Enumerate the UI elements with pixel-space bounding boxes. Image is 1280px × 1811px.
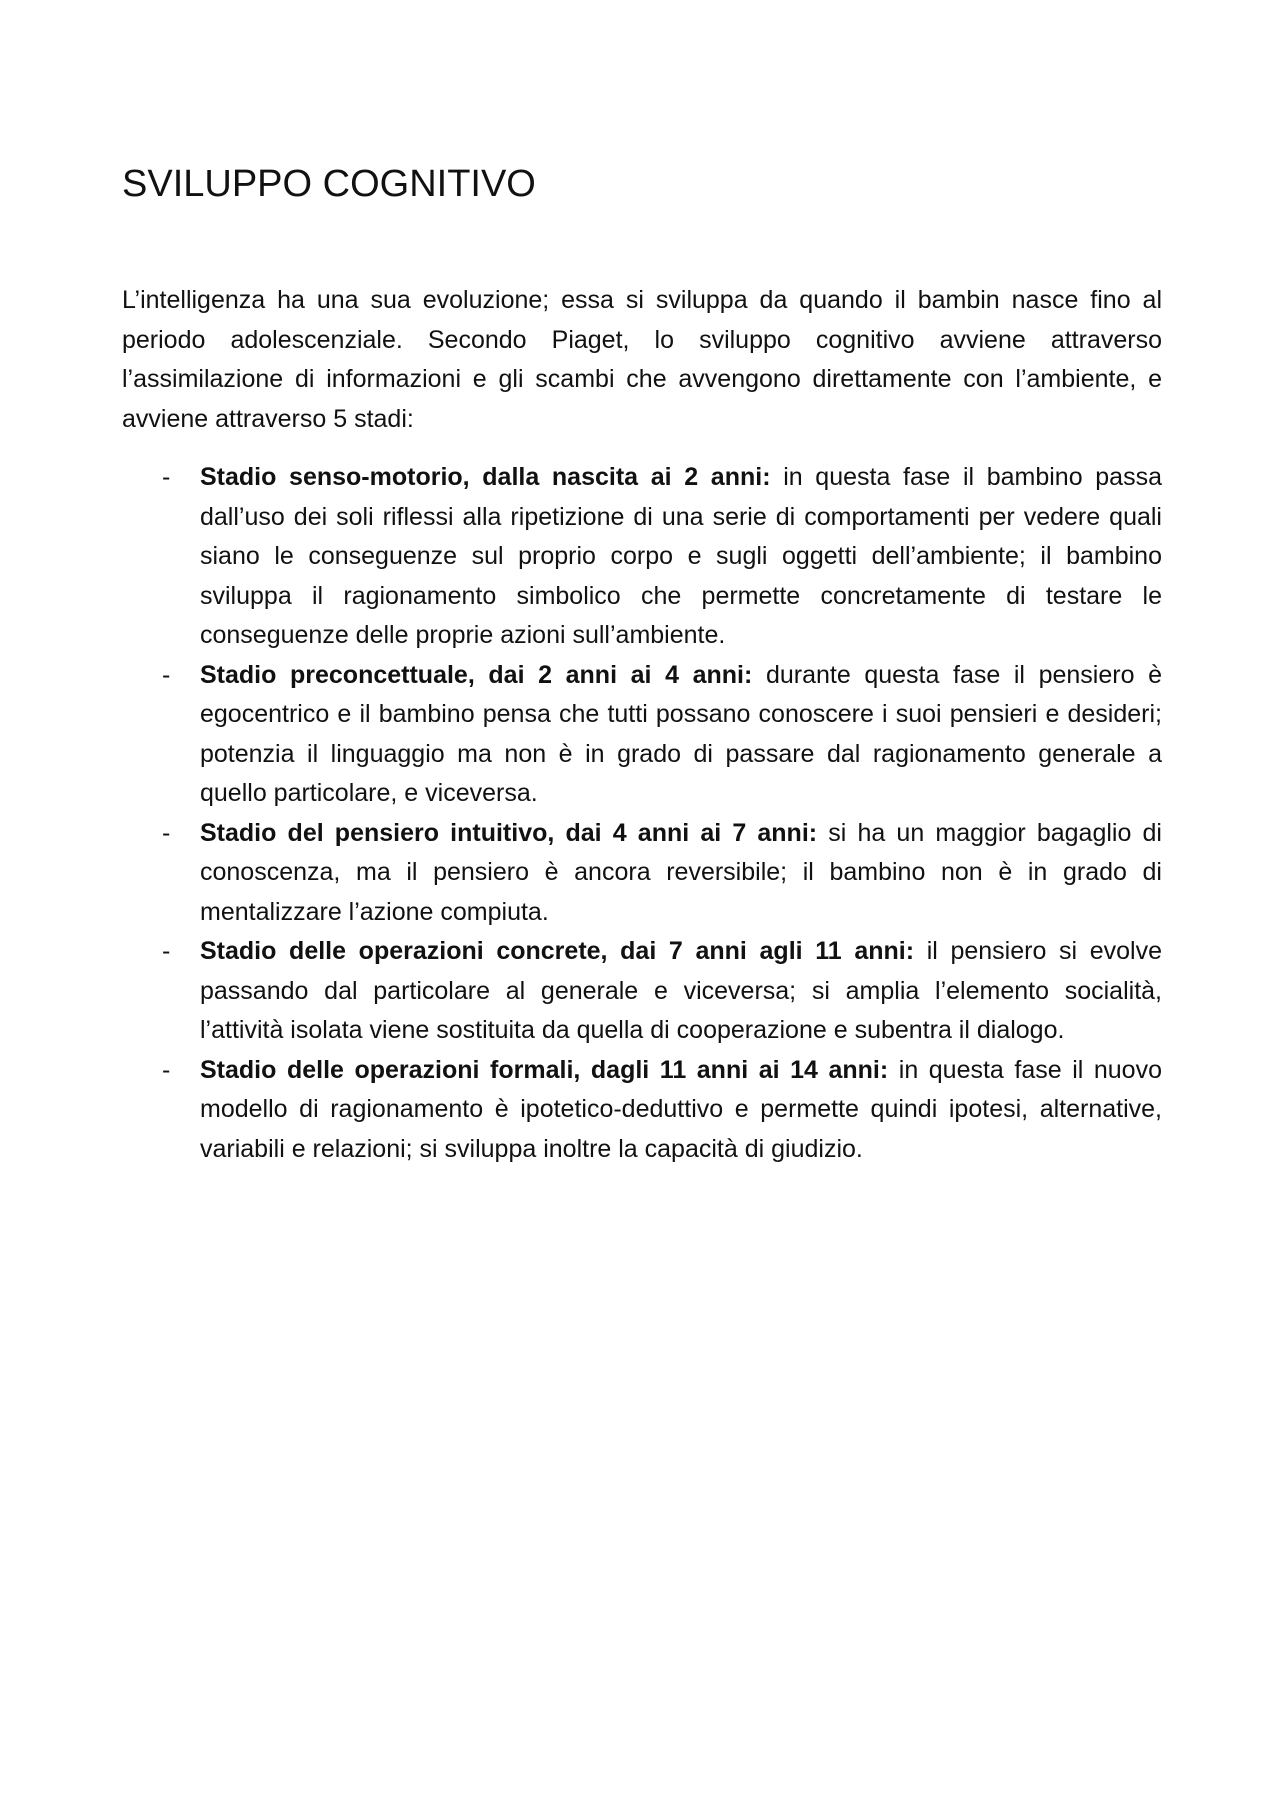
list-bullet: -: [162, 937, 171, 965]
list-bullet: -: [162, 1055, 171, 1084]
stages-list: [122, 458, 1162, 1169]
page-title: SVILUPPO COGNITIVO: [122, 163, 536, 205]
stage-description: in questa fase il nuovo modello di ragionamento è ipotetico-deduttivo e permette quindi ipotesi, alternative, variabili e relazioni; si sviluppa inoltre la capacità di giudizio.: [200, 1055, 1162, 1163]
stage-heading: Stadio preconcettuale, dai 2 anni ai 4 anni:: [200, 660, 766, 689]
list-item-stage-4: [122, 932, 1162, 1051]
list-item-stage-1: [122, 458, 1162, 656]
list-bullet: -: [162, 660, 171, 689]
list-item-stage-3: [122, 814, 1162, 933]
list-bullet: -: [162, 463, 171, 491]
stage-description: durante questa fase il pensiero è egocentrico e il bambino pensa che tutti possano conoscere i suoi pensieri e desideri; potenzia il linguaggio ma non è in grado di passare dal ragionamento generale a quello particolare, e viceversa.: [200, 660, 1162, 807]
intro-paragraph: L’intelligenza ha una sua evoluzione; essa si sviluppa da quando il bambin nasce fino al periodo adolescenziale. Secondo Piaget, lo sviluppo cognitivo avviene attraverso l’assimilazione di informazioni e gli scambi che avvengono direttamente con l’ambiente, e avviene attraverso 5 stadi:: [122, 286, 1162, 433]
list-item-stage-2: [122, 656, 1162, 814]
stage-heading: Stadio del pensiero intuitivo, dai 4 anni ai 7 anni:: [200, 818, 829, 847]
list-item-stage-5: [122, 1051, 1162, 1170]
stage-description: in questa fase il bambino passa dall’uso dei soli riflessi alla ripetizione di una serie di comportamenti per vedere quali siano le conseguenze sul proprio corpo e sugli oggetti dell’ambiente; il bambino sviluppa il ragionamento simbolico che permette concretamente di testare le conseguenze delle proprie azioni sull’ambiente.: [200, 463, 1162, 649]
list-bullet: -: [162, 818, 171, 847]
stage-heading: Stadio delle operazioni formali, dagli 11 anni ai 14 anni:: [200, 1055, 899, 1084]
stage-heading: Stadio senso-motorio, dalla nascita ai 2 anni:: [200, 463, 784, 491]
stage-description: il pensiero si evolve passando dal particolare al generale e viceversa; si amplia l’elemento socialità, l’attività isolata viene sostituita da quella di cooperazione e subentra il dialogo.: [200, 937, 1162, 1044]
stage-heading: Stadio delle operazioni concrete, dai 7 anni agli 11 anni:: [200, 937, 927, 965]
stage-description: si ha un maggior bagaglio di conoscenza, ma il pensiero è ancora reversibile; il bambino non è in grado di mentalizzare l’azione compiuta.: [200, 818, 1162, 926]
